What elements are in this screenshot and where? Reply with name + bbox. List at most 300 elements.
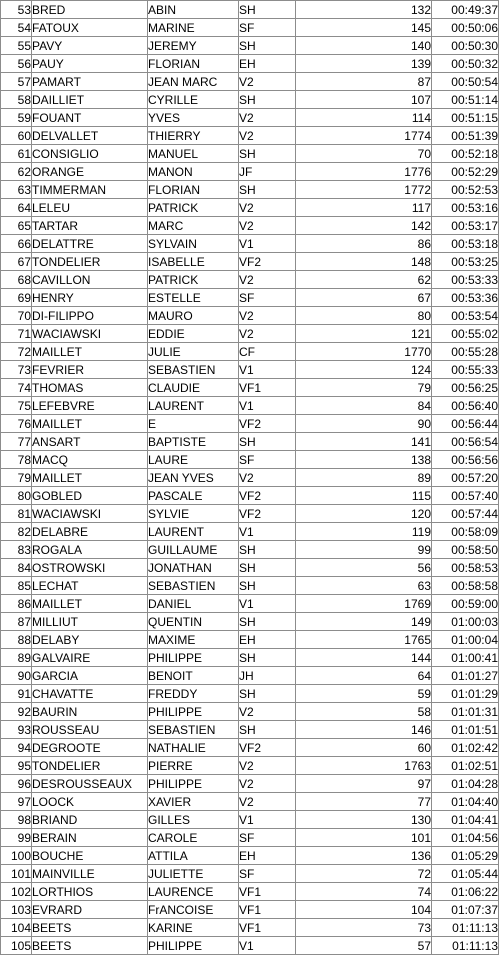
category-cell: EH <box>239 847 296 865</box>
time-cell: 01:04:56 <box>432 829 499 847</box>
category-cell: V2 <box>239 469 296 487</box>
category-cell: SF <box>239 451 296 469</box>
first-name-cell: JEAN MARC <box>148 73 239 91</box>
bib-cell: 101 <box>296 829 432 847</box>
time-cell: 00:55:02 <box>432 325 499 343</box>
table-row <box>1 19 499 37</box>
first-name-cell: SEBASTIEN <box>148 361 239 379</box>
rank-cell: 80 <box>1 487 32 505</box>
time-cell: 01:02:51 <box>432 757 499 775</box>
first-name-cell: MARINE <box>148 19 239 37</box>
category-cell: VF2 <box>239 487 296 505</box>
first-name-cell: PHILIPPE <box>148 703 239 721</box>
rank-cell: 82 <box>1 523 32 541</box>
first-name-cell: E <box>148 415 239 433</box>
rank-cell: 53 <box>1 1 32 19</box>
first-name-cell: KARINE <box>148 919 239 937</box>
time-cell: 00:51:14 <box>432 91 499 109</box>
rank-cell: 99 <box>1 829 32 847</box>
table-row <box>1 73 499 91</box>
last-name-cell: GOBLED <box>32 487 148 505</box>
time-cell: 00:55:28 <box>432 343 499 361</box>
category-cell: SH <box>239 37 296 55</box>
last-name-cell: ROUSSEAU <box>32 721 148 739</box>
table-row <box>1 109 499 127</box>
first-name-cell: XAVIER <box>148 793 239 811</box>
category-cell: SF <box>239 829 296 847</box>
last-name-cell: DELABRE <box>32 523 148 541</box>
rank-cell: 54 <box>1 19 32 37</box>
first-name-cell: PASCALE <box>148 487 239 505</box>
rank-cell: 87 <box>1 613 32 631</box>
category-cell: V1 <box>239 361 296 379</box>
table-row <box>1 865 499 883</box>
bib-cell: 79 <box>296 379 432 397</box>
rank-cell: 73 <box>1 361 32 379</box>
category-cell: SH <box>239 577 296 595</box>
time-cell: 01:05:29 <box>432 847 499 865</box>
last-name-cell: DELVALLET <box>32 127 148 145</box>
first-name-cell: CYRILLE <box>148 91 239 109</box>
time-cell: 00:56:54 <box>432 433 499 451</box>
category-cell: SH <box>239 685 296 703</box>
table-row <box>1 145 499 163</box>
table-row <box>1 307 499 325</box>
last-name-cell: ROGALA <box>32 541 148 559</box>
first-name-cell: ESTELLE <box>148 289 239 307</box>
table-row <box>1 397 499 415</box>
rank-cell: 67 <box>1 253 32 271</box>
category-cell: V2 <box>239 127 296 145</box>
first-name-cell: PATRICK <box>148 271 239 289</box>
table-row <box>1 379 499 397</box>
first-name-cell: EDDIE <box>148 325 239 343</box>
table-row <box>1 559 499 577</box>
last-name-cell: MAILLET <box>32 469 148 487</box>
last-name-cell: EVRARD <box>32 901 148 919</box>
table-row <box>1 523 499 541</box>
table-row <box>1 217 499 235</box>
table-row <box>1 325 499 343</box>
first-name-cell: LAURENT <box>148 523 239 541</box>
category-cell: SF <box>239 865 296 883</box>
table-row <box>1 55 499 73</box>
bib-cell: 56 <box>296 559 432 577</box>
bib-cell: 117 <box>296 199 432 217</box>
rank-cell: 56 <box>1 55 32 73</box>
first-name-cell: PIERRE <box>148 757 239 775</box>
bib-cell: 145 <box>296 19 432 37</box>
first-name-cell: LAURENT <box>148 397 239 415</box>
first-name-cell: GUILLAUME <box>148 541 239 559</box>
rank-cell: 84 <box>1 559 32 577</box>
category-cell: V1 <box>239 235 296 253</box>
last-name-cell: TONDELIER <box>32 253 148 271</box>
first-name-cell: JONATHAN <box>148 559 239 577</box>
rank-cell: 60 <box>1 127 32 145</box>
last-name-cell: OSTROWSKI <box>32 559 148 577</box>
table-row <box>1 163 499 181</box>
rank-cell: 90 <box>1 667 32 685</box>
bib-cell: 139 <box>296 55 432 73</box>
rank-cell: 103 <box>1 901 32 919</box>
bib-cell: 60 <box>296 739 432 757</box>
last-name-cell: HENRY <box>32 289 148 307</box>
category-cell: V2 <box>239 307 296 325</box>
rank-cell: 69 <box>1 289 32 307</box>
time-cell: 00:53:54 <box>432 307 499 325</box>
last-name-cell: GARCIA <box>32 667 148 685</box>
category-cell: V2 <box>239 703 296 721</box>
table-row <box>1 253 499 271</box>
time-cell: 00:53:33 <box>432 271 499 289</box>
rank-cell: 72 <box>1 343 32 361</box>
last-name-cell: WACIAWSKI <box>32 505 148 523</box>
rank-cell: 75 <box>1 397 32 415</box>
rank-cell: 91 <box>1 685 32 703</box>
bib-cell: 144 <box>296 649 432 667</box>
time-cell: 01:07:37 <box>432 901 499 919</box>
time-cell: 00:53:18 <box>432 235 499 253</box>
time-cell: 00:58:53 <box>432 559 499 577</box>
last-name-cell: THOMAS <box>32 379 148 397</box>
category-cell: SH <box>239 559 296 577</box>
time-cell: 00:53:25 <box>432 253 499 271</box>
bib-cell: 62 <box>296 271 432 289</box>
bib-cell: 124 <box>296 361 432 379</box>
time-cell: 00:57:20 <box>432 469 499 487</box>
last-name-cell: CAVILLON <box>32 271 148 289</box>
rank-cell: 98 <box>1 811 32 829</box>
category-cell: SF <box>239 289 296 307</box>
category-cell: V1 <box>239 811 296 829</box>
bib-cell: 104 <box>296 901 432 919</box>
table-row <box>1 199 499 217</box>
rank-cell: 71 <box>1 325 32 343</box>
table-row <box>1 901 499 919</box>
rank-cell: 97 <box>1 793 32 811</box>
time-cell: 00:59:00 <box>432 595 499 613</box>
first-name-cell: DANIEL <box>148 595 239 613</box>
results-body <box>1 1 499 955</box>
table-row <box>1 415 499 433</box>
last-name-cell: DAILLIET <box>32 91 148 109</box>
first-name-cell: MARC <box>148 217 239 235</box>
category-cell: SH <box>239 649 296 667</box>
bib-cell: 58 <box>296 703 432 721</box>
first-name-cell: JULIETTE <box>148 865 239 883</box>
first-name-cell: FLORIAN <box>148 55 239 73</box>
bib-cell: 1772 <box>296 181 432 199</box>
time-cell: 00:53:36 <box>432 289 499 307</box>
category-cell: VF2 <box>239 415 296 433</box>
table-row <box>1 469 499 487</box>
last-name-cell: LECHAT <box>32 577 148 595</box>
table-row <box>1 451 499 469</box>
bib-cell: 97 <box>296 775 432 793</box>
rank-cell: 89 <box>1 649 32 667</box>
category-cell: SH <box>239 433 296 451</box>
bib-cell: 136 <box>296 847 432 865</box>
last-name-cell: FATOUX <box>32 19 148 37</box>
time-cell: 00:52:53 <box>432 181 499 199</box>
first-name-cell: QUENTIN <box>148 613 239 631</box>
bib-cell: 74 <box>296 883 432 901</box>
bib-cell: 87 <box>296 73 432 91</box>
table-row <box>1 433 499 451</box>
table-row <box>1 235 499 253</box>
category-cell: VF2 <box>239 253 296 271</box>
table-row <box>1 631 499 649</box>
time-cell: 00:52:18 <box>432 145 499 163</box>
bib-cell: 1776 <box>296 163 432 181</box>
time-cell: 00:56:40 <box>432 397 499 415</box>
bib-cell: 132 <box>296 1 432 19</box>
first-name-cell: THIERRY <box>148 127 239 145</box>
bib-cell: 119 <box>296 523 432 541</box>
rank-cell: 78 <box>1 451 32 469</box>
last-name-cell: CONSIGLIO <box>32 145 148 163</box>
time-cell: 00:56:25 <box>432 379 499 397</box>
table-row <box>1 595 499 613</box>
category-cell: SH <box>239 145 296 163</box>
last-name-cell: FOUANT <box>32 109 148 127</box>
rank-cell: 63 <box>1 181 32 199</box>
last-name-cell: MAINVILLE <box>32 865 148 883</box>
rank-cell: 79 <box>1 469 32 487</box>
table-row <box>1 361 499 379</box>
rank-cell: 85 <box>1 577 32 595</box>
bib-cell: 77 <box>296 793 432 811</box>
category-cell: SH <box>239 541 296 559</box>
bib-cell: 64 <box>296 667 432 685</box>
table-row <box>1 829 499 847</box>
last-name-cell: CHAVATTE <box>32 685 148 703</box>
rank-cell: 96 <box>1 775 32 793</box>
category-cell: V2 <box>239 775 296 793</box>
category-cell: CF <box>239 343 296 361</box>
bib-cell: 90 <box>296 415 432 433</box>
bib-cell: 114 <box>296 109 432 127</box>
table-row <box>1 649 499 667</box>
bib-cell: 73 <box>296 919 432 937</box>
time-cell: 00:50:30 <box>432 37 499 55</box>
table-row <box>1 883 499 901</box>
time-cell: 00:56:44 <box>432 415 499 433</box>
bib-cell: 70 <box>296 145 432 163</box>
time-cell: 01:04:40 <box>432 793 499 811</box>
table-row <box>1 919 499 937</box>
last-name-cell: PAMART <box>32 73 148 91</box>
bib-cell: 89 <box>296 469 432 487</box>
category-cell: SF <box>239 19 296 37</box>
last-name-cell: TONDELIER <box>32 757 148 775</box>
category-cell: V2 <box>239 325 296 343</box>
category-cell: VF2 <box>239 505 296 523</box>
category-cell: V1 <box>239 523 296 541</box>
last-name-cell: ORANGE <box>32 163 148 181</box>
time-cell: 00:57:44 <box>432 505 499 523</box>
table-row <box>1 793 499 811</box>
time-cell: 00:52:29 <box>432 163 499 181</box>
category-cell: SH <box>239 1 296 19</box>
bib-cell: 140 <box>296 37 432 55</box>
bib-cell: 57 <box>296 937 432 955</box>
category-cell: SH <box>239 613 296 631</box>
table-row <box>1 721 499 739</box>
bib-cell: 141 <box>296 433 432 451</box>
category-cell: V2 <box>239 199 296 217</box>
rank-cell: 74 <box>1 379 32 397</box>
table-row <box>1 775 499 793</box>
table-row <box>1 667 499 685</box>
bib-cell: 1763 <box>296 757 432 775</box>
category-cell: VF2 <box>239 739 296 757</box>
rank-cell: 57 <box>1 73 32 91</box>
last-name-cell: PAUY <box>32 55 148 73</box>
last-name-cell: BERAIN <box>32 829 148 847</box>
time-cell: 00:58:09 <box>432 523 499 541</box>
category-cell: V2 <box>239 73 296 91</box>
rank-cell: 95 <box>1 757 32 775</box>
first-name-cell: YVES <box>148 109 239 127</box>
time-cell: 01:02:42 <box>432 739 499 757</box>
last-name-cell: TARTAR <box>32 217 148 235</box>
first-name-cell: MAURO <box>148 307 239 325</box>
table-row <box>1 37 499 55</box>
category-cell: VF1 <box>239 919 296 937</box>
time-cell: 00:50:32 <box>432 55 499 73</box>
last-name-cell: MAILLET <box>32 595 148 613</box>
last-name-cell: DI-FILIPPO <box>32 307 148 325</box>
bib-cell: 80 <box>296 307 432 325</box>
last-name-cell: GALVAIRE <box>32 649 148 667</box>
category-cell: SH <box>239 181 296 199</box>
time-cell: 00:56:56 <box>432 451 499 469</box>
first-name-cell: ISABELLE <box>148 253 239 271</box>
category-cell: JH <box>239 667 296 685</box>
table-row <box>1 757 499 775</box>
last-name-cell: PAVY <box>32 37 148 55</box>
bib-cell: 148 <box>296 253 432 271</box>
time-cell: 01:01:51 <box>432 721 499 739</box>
rank-cell: 68 <box>1 271 32 289</box>
last-name-cell: DESROUSSEAUX <box>32 775 148 793</box>
time-cell: 00:57:40 <box>432 487 499 505</box>
category-cell: VF1 <box>239 901 296 919</box>
time-cell: 00:51:39 <box>432 127 499 145</box>
time-cell: 00:50:06 <box>432 19 499 37</box>
rank-cell: 94 <box>1 739 32 757</box>
first-name-cell: PHILIPPE <box>148 649 239 667</box>
bib-cell: 99 <box>296 541 432 559</box>
time-cell: 01:05:44 <box>432 865 499 883</box>
last-name-cell: ANSART <box>32 433 148 451</box>
table-row <box>1 343 499 361</box>
last-name-cell: BOUCHE <box>32 847 148 865</box>
last-name-cell: LORTHIOS <box>32 883 148 901</box>
first-name-cell: NATHALIE <box>148 739 239 757</box>
first-name-cell: CAROLE <box>148 829 239 847</box>
category-cell: EH <box>239 631 296 649</box>
time-cell: 00:50:54 <box>432 73 499 91</box>
time-cell: 01:11:13 <box>432 937 499 955</box>
time-cell: 00:53:16 <box>432 199 499 217</box>
category-cell: SH <box>239 91 296 109</box>
time-cell: 00:55:33 <box>432 361 499 379</box>
last-name-cell: BEETS <box>32 919 148 937</box>
rank-cell: 102 <box>1 883 32 901</box>
time-cell: 01:00:41 <box>432 649 499 667</box>
last-name-cell: FEVRIER <box>32 361 148 379</box>
first-name-cell: FrANCOISE <box>148 901 239 919</box>
time-cell: 00:58:50 <box>432 541 499 559</box>
bib-cell: 1765 <box>296 631 432 649</box>
category-cell: VF1 <box>239 379 296 397</box>
last-name-cell: DEGROOTE <box>32 739 148 757</box>
rank-cell: 55 <box>1 37 32 55</box>
time-cell: 01:01:29 <box>432 685 499 703</box>
category-cell: V2 <box>239 271 296 289</box>
last-name-cell: BEETS <box>32 937 148 955</box>
last-name-cell: WACIAWSKI <box>32 325 148 343</box>
table-row <box>1 811 499 829</box>
rank-cell: 70 <box>1 307 32 325</box>
bib-cell: 115 <box>296 487 432 505</box>
first-name-cell: MANUEL <box>148 145 239 163</box>
first-name-cell: GILLES <box>148 811 239 829</box>
first-name-cell: LAURE <box>148 451 239 469</box>
first-name-cell: ATTILA <box>148 847 239 865</box>
first-name-cell: MANON <box>148 163 239 181</box>
table-row <box>1 685 499 703</box>
table-row <box>1 541 499 559</box>
last-name-cell: DELABY <box>32 631 148 649</box>
bib-cell: 1770 <box>296 343 432 361</box>
rank-cell: 77 <box>1 433 32 451</box>
category-cell: V2 <box>239 217 296 235</box>
rank-cell: 61 <box>1 145 32 163</box>
category-cell: JF <box>239 163 296 181</box>
time-cell: 00:53:17 <box>432 217 499 235</box>
last-name-cell: DELATTRE <box>32 235 148 253</box>
table-row <box>1 703 499 721</box>
last-name-cell: BRED <box>32 1 148 19</box>
rank-cell: 62 <box>1 163 32 181</box>
rank-cell: 93 <box>1 721 32 739</box>
bib-cell: 86 <box>296 235 432 253</box>
first-name-cell: BENOIT <box>148 667 239 685</box>
table-row <box>1 289 499 307</box>
rank-cell: 58 <box>1 91 32 109</box>
last-name-cell: TIMMERMAN <box>32 181 148 199</box>
last-name-cell: MACQ <box>32 451 148 469</box>
first-name-cell: LAURENCE <box>148 883 239 901</box>
bib-cell: 72 <box>296 865 432 883</box>
table-row <box>1 1 499 19</box>
rank-cell: 92 <box>1 703 32 721</box>
table-row <box>1 739 499 757</box>
table-row <box>1 271 499 289</box>
time-cell: 01:01:31 <box>432 703 499 721</box>
rank-cell: 88 <box>1 631 32 649</box>
first-name-cell: SYLVIE <box>148 505 239 523</box>
first-name-cell: SEBASTIEN <box>148 577 239 595</box>
bib-cell: 120 <box>296 505 432 523</box>
time-cell: 01:01:27 <box>432 667 499 685</box>
bib-cell: 84 <box>296 397 432 415</box>
time-cell: 01:04:41 <box>432 811 499 829</box>
